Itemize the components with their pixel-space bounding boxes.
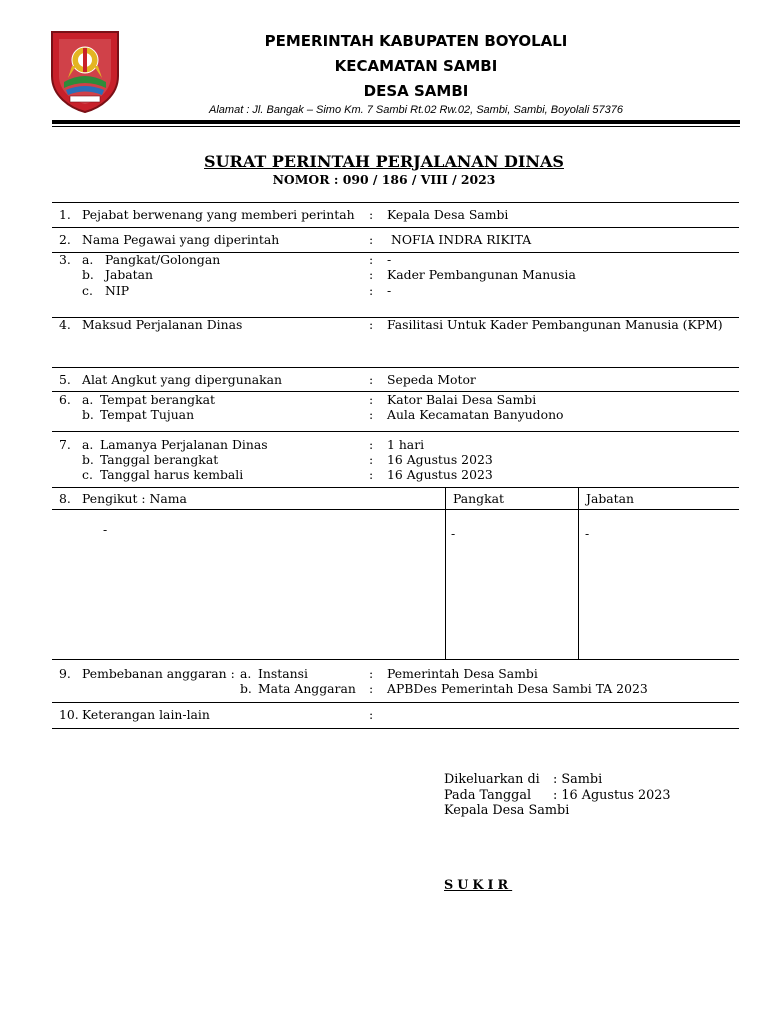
signer-position: Kepala Desa Sambi [444,803,570,818]
pengikut-jabatan-value: - [585,526,590,541]
sub-letter: c. [82,283,93,298]
colon: : [369,437,374,452]
sub-value: - [387,252,392,267]
document-number: NOMOR : 090 / 186 / VIII / 2023 [272,172,496,187]
sub-label: Tanggal harus kembali [100,467,244,482]
sub-letter: b. [82,267,94,282]
issued-at-label: Dikeluarkan di [444,772,540,787]
sub-value: Aula Kecamatan Banyudono [387,407,564,422]
sub-value: 16 Agustus 2023 [387,467,493,482]
colon: : [369,392,374,407]
table-line [52,659,739,660]
row-label: Nama Pegawai yang diperintah [82,232,280,247]
row-number: 7. [59,437,71,452]
colon: : [369,317,374,332]
sub-letter: a. [82,392,94,407]
row-label: Alat Angkut yang dipergunakan [82,372,282,387]
row-number: 5. [59,372,71,387]
row-label: Keterangan lain-lain [82,707,210,722]
pengikut-pangkat-value: - [451,526,456,541]
sub-value: APBDes Pemerintah Desa Sambi TA 2023 [387,681,648,696]
table-line [52,202,739,203]
row-number: 3. [59,252,71,267]
sub-label: Instansi [258,666,308,681]
sub-value: Kator Balai Desa Sambi [387,392,537,407]
sub-label: NIP [105,283,130,298]
document-title: SURAT PERINTAH PERJALANAN DINAS [204,152,564,171]
sub-letter: a. [82,437,94,452]
table-line [52,227,739,228]
sub-label: Jabatan [105,267,154,282]
sub-value: 16 Agustus 2023 [387,452,493,467]
table-column-divider [578,488,579,659]
sub-value: 1 hari [387,437,425,452]
row-number: 8. [59,491,71,506]
row-label: Pembebanan anggaran : [82,666,235,681]
colon: : [369,283,374,298]
sub-letter: a. [82,252,94,267]
sub-label: Pangkat/Golongan [105,252,221,267]
row-value: Fasilitasi Untuk Kader Pembangunan Manusia (KPM) [387,317,723,332]
letterhead-line-2: KECAMATAN SAMBI [334,57,498,75]
letterhead-line-3: DESA SAMBI [363,82,469,100]
sub-value: - [387,283,392,298]
sub-letter: b. [82,452,94,467]
sub-letter: c. [82,467,93,482]
letterhead-rule-thick [52,120,740,124]
sub-label: Lamanya Perjalanan Dinas [100,437,268,452]
row-value: Sepeda Motor [387,372,476,387]
row-number: 10. [59,707,79,722]
colon: : [369,467,374,482]
sub-letter: b. [82,407,94,422]
letterhead-line-1: PEMERINTAH KABUPATEN BOYOLALI [264,32,568,50]
signer-name: SUKIR [444,878,513,893]
pengikut-nama-value: - [103,522,108,537]
row-number: 1. [59,207,71,222]
colon: : [369,232,374,247]
letterhead-address: Alamat : Jl. Bangak – Simo Km. 7 Sambi Rt.02 Rw.02, Sambi, Sambi, Boyolali 57376 [209,104,623,116]
sub-label: Mata Anggaran [258,681,356,696]
colon: : [369,707,374,722]
colon: : [369,681,374,696]
row-number: 4. [59,317,71,332]
issued-date-label: Pada Tanggal [444,788,532,803]
issued-at-value: : Sambi [553,772,603,787]
table-column-divider [445,488,446,659]
row-number: 9. [59,666,71,681]
sub-value: Pemerintah Desa Sambi [387,666,538,681]
colon: : [369,372,374,387]
colon: : [369,452,374,467]
row-value: NOFIA INDRA RIKITA [391,232,532,247]
letterhead-rule-thin [52,126,740,127]
colon: : [369,407,374,422]
sub-letter: b. [240,681,252,696]
row-label: Maksud Perjalanan Dinas [82,317,243,332]
row-label: Pejabat berwenang yang memberi perintah [82,207,355,222]
colon: : [369,252,374,267]
column-header-pangkat: Pangkat [453,491,504,506]
colon: : [369,207,374,222]
colon: : [369,666,374,681]
table-line [52,509,739,510]
column-header-jabatan: Jabatan [586,491,635,506]
sub-label: Tanggal berangkat [100,452,219,467]
table-line [52,431,739,432]
row-number: 6. [59,392,71,407]
issued-date-value: : 16 Agustus 2023 [553,788,671,803]
table-line [52,487,739,488]
row-value: Kepala Desa Sambi [387,207,509,222]
table-line [52,728,739,729]
row-number: 2. [59,232,71,247]
row-label: Pengikut : Nama [82,491,187,506]
colon: : [369,267,374,282]
sub-label: Tempat Tujuan [100,407,195,422]
sub-letter: a. [240,666,252,681]
sub-label: Tempat berangkat [100,392,215,407]
table-line [52,367,739,368]
table-line [52,702,739,703]
sub-value: Kader Pembangunan Manusia [387,267,576,282]
